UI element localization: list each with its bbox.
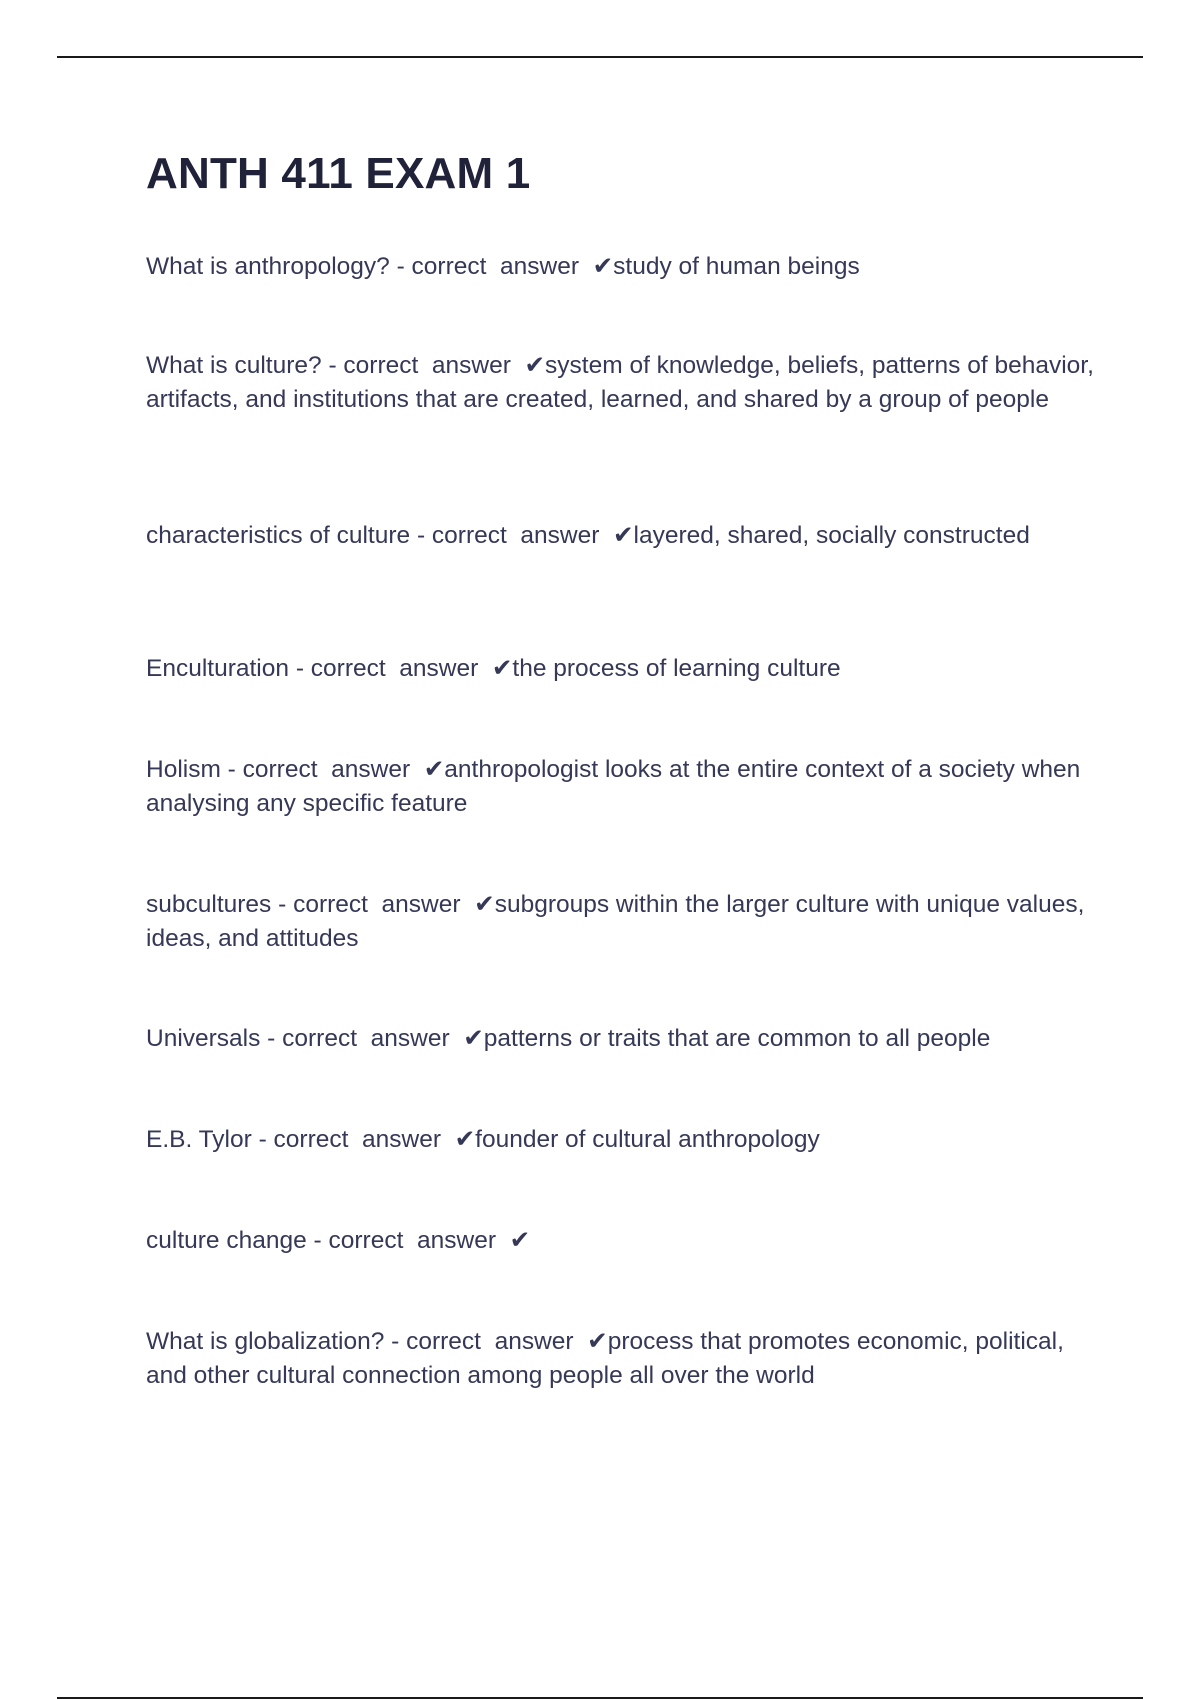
top-rule <box>57 56 1143 58</box>
qa-term: Universals <box>146 1025 261 1052</box>
qa-answer: subgroups within the larger culture with unique values, ideas, and attitudes <box>146 891 1085 952</box>
qa-separator: - correct answer ✔ <box>220 756 445 783</box>
qa-term: E.B. Tylor <box>146 1126 252 1153</box>
qa-separator: - correct answer ✔ <box>260 1025 484 1052</box>
qa-term: subcultures <box>146 891 272 918</box>
qa-separator: - correct answer ✔ <box>289 655 513 682</box>
qa-term: What is anthropology? <box>146 253 390 280</box>
qa-term: characteristics of culture <box>146 522 411 549</box>
qa-item-culture <box>146 349 1096 417</box>
qa-answer: layered, shared, socially constructed <box>633 522 1030 549</box>
qa-answer: system of knowledge, beliefs, patterns of behavior, artifacts, and institutions that are created, learned, and shared by a group of people <box>146 352 1094 413</box>
page-title: ANTH 411 EXAM 1 <box>146 149 531 198</box>
qa-term: What is culture? <box>146 352 322 379</box>
qa-separator: - correct answer ✔ <box>389 253 614 280</box>
qa-term: Holism <box>146 756 221 783</box>
qa-answer: the process of learning culture <box>512 655 841 682</box>
qa-term: culture change <box>146 1227 307 1254</box>
qa-item-characteristics <box>146 519 1096 553</box>
qa-separator: - correct answer ✔ <box>251 1126 476 1153</box>
qa-item-holism <box>146 753 1096 821</box>
qa-answer: study of human beings <box>613 253 860 280</box>
qa-item-enculturation <box>146 652 1096 686</box>
qa-answer: anthropologist looks at the entire context of a society when analysing any specific feature <box>146 756 1081 817</box>
qa-item-anthropology <box>146 250 1096 284</box>
qa-separator: - correct answer ✔ <box>321 352 546 379</box>
qa-answer: founder of cultural anthropology <box>475 1126 820 1153</box>
qa-item-globalization <box>146 1325 1096 1393</box>
qa-item-universals <box>146 1022 1096 1056</box>
qa-term: Enculturation <box>146 655 290 682</box>
qa-item-culture-change <box>146 1224 1096 1258</box>
qa-separator: - correct answer ✔ <box>306 1227 531 1254</box>
qa-item-subcultures <box>146 888 1096 956</box>
qa-answer: patterns or traits that are common to all people <box>483 1025 991 1052</box>
qa-item-tylor <box>146 1123 1096 1157</box>
qa-separator: - correct answer ✔ <box>410 522 634 549</box>
qa-term: What is globalization? <box>146 1328 385 1355</box>
qa-separator: - correct answer ✔ <box>384 1328 608 1355</box>
bottom-rule <box>57 1697 1143 1699</box>
qa-separator: - correct answer ✔ <box>271 891 495 918</box>
qa-answer: process that promotes economic, political, and other cultural connection among people all over the world <box>146 1328 1064 1389</box>
